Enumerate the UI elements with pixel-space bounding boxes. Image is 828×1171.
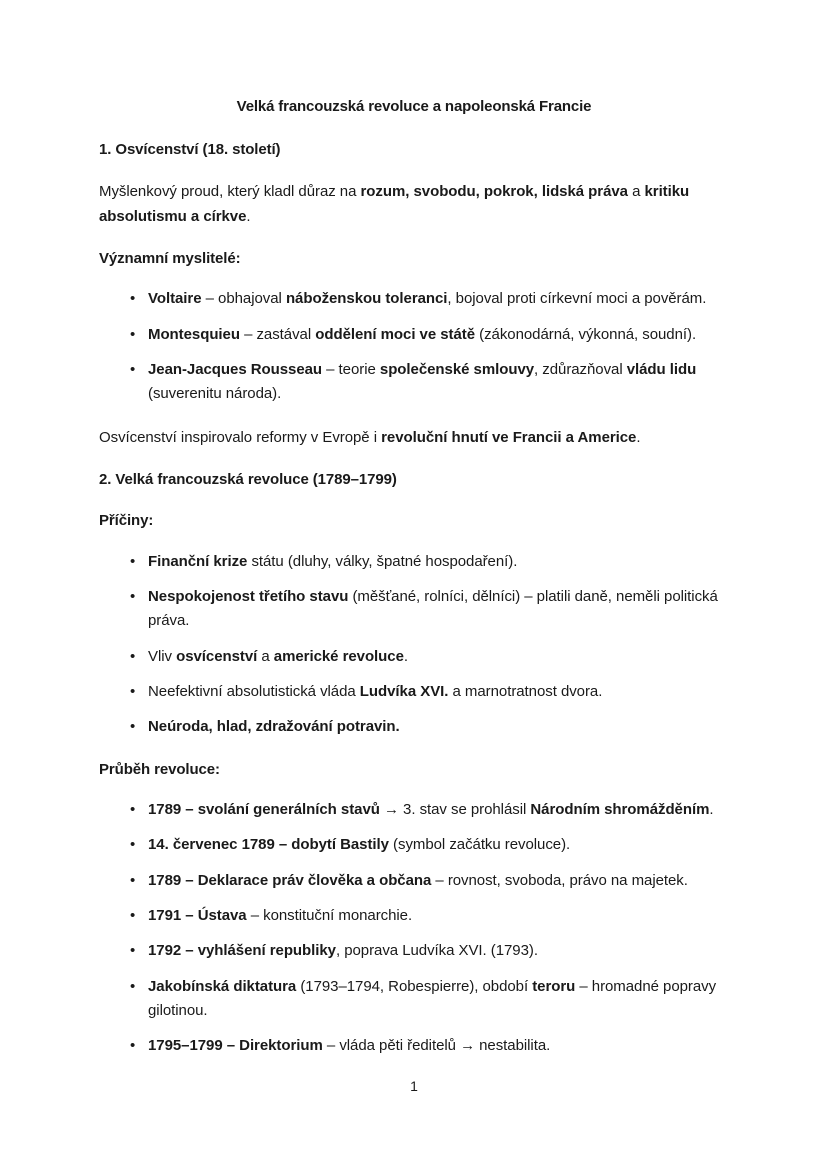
bullet-icon: • — [130, 552, 136, 570]
list-item — [99, 680, 749, 704]
page-number: 1 — [410, 1078, 418, 1094]
list-item-text: 1789 – svolání generálních stavů → 3. stav se prohlásil Národním shromážděním. — [148, 801, 714, 819]
bullet-icon: • — [130, 871, 136, 889]
subheading-causes: Příčiny: — [99, 512, 154, 530]
bullet-icon: • — [130, 977, 136, 995]
bullet-icon: • — [130, 290, 136, 308]
list-item — [99, 798, 749, 822]
list-item — [99, 833, 749, 857]
enlightenment-outro-paragraph: Osvícenství inspirovalo reformy v Evropě i revoluční hnutí ve Francii a Americe. — [99, 428, 641, 446]
bullet-icon: • — [130, 1037, 136, 1055]
list-item — [99, 550, 749, 574]
subheading-thinkers: Významní myslitelé: — [99, 249, 241, 267]
thinkers-list — [99, 287, 729, 406]
bullet-icon: • — [130, 836, 136, 854]
list-item-text: Jean-Jacques Rousseau – teorie společenské smlouvy, zdůrazňoval vládu lidu (suverenitu národa). — [148, 360, 697, 403]
list-item-text: Nespokojenost třetího stavu (měšťané, rolníci, dělníci) – platili daně, neměli politická práva. — [148, 588, 718, 630]
bullet-icon: • — [130, 588, 136, 606]
bullet-icon: • — [130, 942, 136, 960]
document-title: Velká francouzská revoluce a napoleonská Francie — [236, 98, 592, 115]
list-item-text: Montesquieu – zastával oddělení moci ve státě (zákonodárná, výkonná, soudní). — [148, 325, 697, 343]
course-list — [99, 798, 729, 1058]
list-item-text: Neefektivní absolutistická vláda Ludvíka XVI. a marnotratnost dvora. — [148, 683, 603, 701]
section-heading-revolution: 2. Velká francouzská revoluce (1789–1799) — [99, 470, 397, 488]
bullet-icon: • — [130, 325, 136, 343]
list-item-text: 14. červenec 1789 – dobytí Bastily (symbol začátku revoluce). — [148, 836, 571, 854]
list-item-text: Voltaire – obhajoval náboženskou toleranci, bojoval proti církevní moci a pověrám. — [148, 290, 707, 308]
list-item — [99, 715, 749, 739]
list-item — [99, 904, 749, 928]
list-item-text: 1789 – Deklarace práv člověka a občana – rovnost, svoboda, právo na majetek. — [148, 871, 688, 889]
bullet-icon: • — [130, 718, 136, 736]
document-content — [99, 96, 729, 1077]
list-item — [99, 585, 749, 634]
list-item — [99, 975, 749, 1024]
list-item — [99, 645, 749, 669]
section-heading-enlightenment: 1. Osvícenství (18. století) — [99, 140, 281, 158]
list-item — [99, 939, 749, 963]
list-item — [99, 287, 729, 311]
bullet-icon: • — [130, 647, 136, 665]
list-item-text: Jakobínská diktatura (1793–1794, Robespierre), období teroru – hromadné popravy gilotinou. — [148, 977, 717, 1019]
bullet-icon: • — [130, 683, 136, 701]
list-item-text: 1791 – Ústava – konstituční monarchie. — [148, 907, 413, 924]
list-item-text: Finanční krize státu (dluhy, války, špatné hospodaření). — [148, 552, 518, 570]
list-item — [99, 1034, 749, 1058]
subheading-course: Průběh revoluce: — [99, 760, 220, 778]
list-item — [99, 358, 729, 407]
causes-list — [99, 550, 729, 740]
bullet-icon: • — [130, 907, 136, 924]
list-item-text: 1792 – vyhlášení republiky, poprava Ludvíka XVI. (1793). — [148, 942, 538, 960]
list-item-text: 1795–1799 – Direktorium – vláda pěti ředitelů → nestabilita. — [148, 1037, 551, 1055]
list-item — [99, 869, 749, 893]
list-item-text: Vliv osvícenství a americké revoluce. — [148, 647, 408, 665]
list-item — [99, 323, 729, 347]
list-item-text: Neúroda, hlad, zdražování potravin. — [148, 718, 400, 736]
enlightenment-intro-paragraph: Myšlenkový proud, který kladl důraz na rozum, svobodu, pokrok, lidská práva a kritiku absolutismu a církve. — [99, 183, 690, 225]
bullet-icon: • — [130, 360, 136, 378]
bullet-icon: • — [130, 801, 136, 819]
